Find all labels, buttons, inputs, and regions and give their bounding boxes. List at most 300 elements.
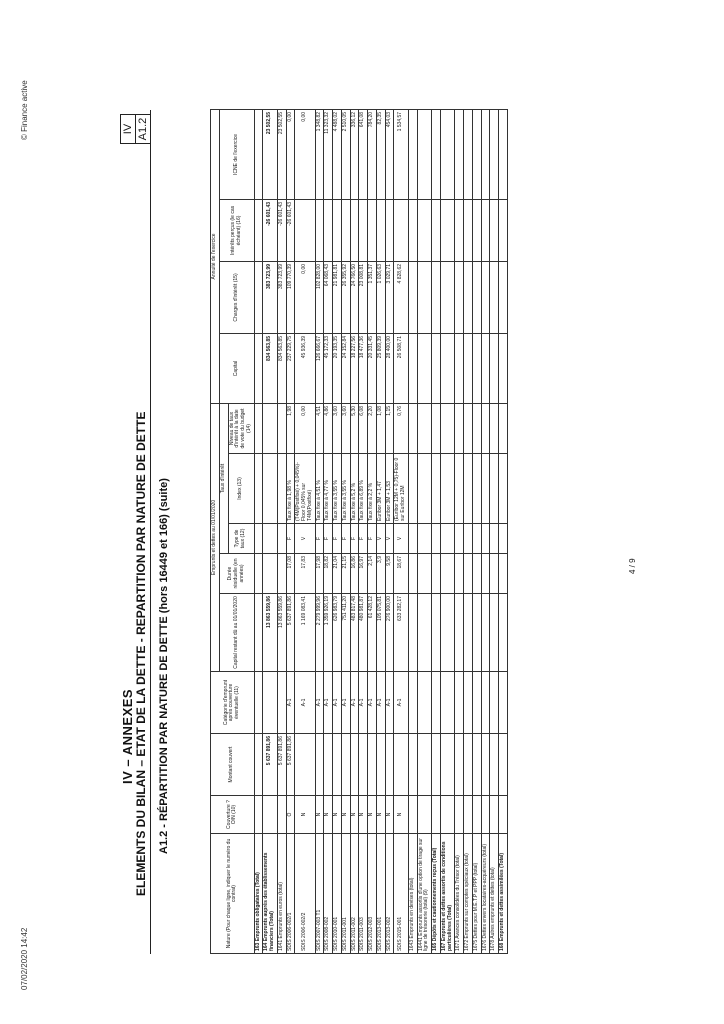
cell-capital xyxy=(499,333,508,403)
cell-type xyxy=(490,524,499,554)
cell-charges xyxy=(440,261,455,333)
cell-couverture xyxy=(432,796,441,834)
cell-duree xyxy=(432,554,441,594)
cell-index: Taux fixe à 3,55 % xyxy=(333,454,342,524)
cell-capital: 237 229,75 xyxy=(286,333,295,403)
cell-index xyxy=(490,454,499,524)
cell-capital xyxy=(472,333,481,403)
table-row xyxy=(490,109,499,953)
cell-categorie xyxy=(440,672,455,734)
cell-charges xyxy=(464,261,473,333)
cell-duree: 16,86 xyxy=(350,554,359,594)
cell-capital: 45 936,39 xyxy=(295,333,315,403)
cell-capital-restant: 633 282,17 xyxy=(394,594,409,672)
cell-couverture xyxy=(417,796,432,834)
cell-couverture xyxy=(490,796,499,834)
table-row xyxy=(417,109,432,953)
cell-couverture: N xyxy=(341,796,350,834)
cell-interets: -26 601,43 xyxy=(286,199,295,261)
page-title: IV – ANNEXES xyxy=(120,688,135,784)
cell-type xyxy=(417,524,432,554)
cell-nature: 1675 Dettes pour M.E.T.P et PPP (total) xyxy=(472,834,481,954)
cell-icne xyxy=(440,109,455,199)
cell-duree: 17,98 xyxy=(315,554,324,594)
cell-capital xyxy=(455,333,464,403)
cell-interets xyxy=(499,199,508,261)
cell-duree: 21,04 xyxy=(333,554,342,594)
cell-duree: 2,14 xyxy=(368,554,377,594)
cell-montant xyxy=(324,734,333,796)
col-capital-restant-header: Capital restant dû au 01/01/2020 xyxy=(219,594,254,672)
cell-index: Taux fixe à 2,2 % xyxy=(368,454,377,524)
cell-capital xyxy=(490,333,499,403)
cell-duree xyxy=(408,554,417,594)
cell-capital-restant: 61 428,12 xyxy=(368,594,377,672)
cell-icne: 0,00 xyxy=(286,109,295,199)
table-row xyxy=(464,109,473,953)
cell-charges xyxy=(481,261,490,333)
cell-categorie: A-1 xyxy=(324,672,333,734)
cell-nature: 1672 Emprunts sur comptes spéciaux (total) xyxy=(464,834,473,954)
cell-capital-restant xyxy=(408,594,417,672)
cell-duree xyxy=(263,554,278,594)
cell-charges: 21 981,81 xyxy=(333,261,342,333)
cell-index xyxy=(277,454,286,524)
cell-niveau: 0,00 xyxy=(295,403,315,453)
table-row xyxy=(481,109,490,953)
rotated-page xyxy=(120,110,637,954)
cell-icne xyxy=(499,109,508,199)
cell-interets xyxy=(417,199,432,261)
cell-niveau xyxy=(408,403,417,453)
cell-capital: 20 331,45 xyxy=(368,333,377,403)
cell-montant xyxy=(394,734,409,796)
cell-categorie xyxy=(432,672,441,734)
cell-categorie: A-1 xyxy=(341,672,350,734)
cell-icne xyxy=(481,109,490,199)
cell-categorie: A-1 xyxy=(350,672,359,734)
cell-icne xyxy=(464,109,473,199)
cell-duree xyxy=(490,554,499,594)
table-row xyxy=(263,109,278,953)
cell-charges: 64 068,43 xyxy=(324,261,333,333)
cell-type: F xyxy=(350,524,359,554)
cell-icne xyxy=(432,109,441,199)
cell-capital-restant xyxy=(440,594,455,672)
cell-duree xyxy=(499,554,508,594)
page-number: 4 / 9 xyxy=(628,558,637,574)
group-emprunts-header: Emprunts et dettes au 01/01/2020 xyxy=(211,403,220,671)
cell-nature: SDIS 2006-002/1 xyxy=(286,834,295,954)
cell-montant xyxy=(464,734,473,796)
watermark-text: © Finance active xyxy=(20,80,29,140)
cell-icne: 336,12 xyxy=(350,109,359,199)
cell-duree: 17,83 xyxy=(295,554,315,594)
cell-nature: SDIS 2013-001 xyxy=(376,834,385,954)
cell-charges: 109 770,39 xyxy=(286,261,295,333)
cell-duree xyxy=(254,554,263,594)
cell-couverture: N xyxy=(333,796,342,834)
cell-interets xyxy=(315,199,324,261)
cell-capital: 24 152,84 xyxy=(341,333,350,403)
cell-montant xyxy=(499,734,508,796)
cell-nature: SDIS 2008-002 xyxy=(324,834,333,954)
cell-type xyxy=(277,524,286,554)
cell-type: F xyxy=(286,524,295,554)
cell-index xyxy=(263,454,278,524)
cell-index xyxy=(472,454,481,524)
cell-montant xyxy=(408,734,417,796)
cell-icne xyxy=(417,109,432,199)
cell-icne: 23 502,55 xyxy=(277,109,286,199)
cell-charges xyxy=(417,261,432,333)
cell-capital-restant: 1 359 926,19 xyxy=(324,594,333,672)
cell-niveau: 4,86 xyxy=(324,403,333,453)
cell-charges xyxy=(408,261,417,333)
cell-icne: 1 348,82 xyxy=(315,109,324,199)
cell-index: Taux fixe à 5,2 % xyxy=(350,454,359,524)
cell-icne xyxy=(472,109,481,199)
cell-capital-restant xyxy=(490,594,499,672)
cell-niveau xyxy=(254,403,263,453)
cell-niveau: 5,30 xyxy=(350,403,359,453)
cell-duree xyxy=(455,554,464,594)
cell-categorie xyxy=(277,672,286,734)
cell-interets xyxy=(376,199,385,261)
cell-capital: 126 666,67 xyxy=(315,333,324,403)
cell-niveau xyxy=(417,403,432,453)
cell-couverture: N xyxy=(350,796,359,834)
cell-type xyxy=(432,524,441,554)
cell-index xyxy=(481,454,490,524)
cell-couverture xyxy=(408,796,417,834)
cell-capital-restant: 105 075,81 xyxy=(376,594,385,672)
cell-capital: 28 400,00 xyxy=(385,333,394,403)
cell-index: Taux fixe à 1,98 % xyxy=(286,454,295,524)
cell-type xyxy=(254,524,263,554)
cell-couverture: O xyxy=(286,796,295,834)
cell-index xyxy=(464,454,473,524)
cell-index: Euribor 3M + 1,47 xyxy=(376,454,385,524)
cell-categorie: A-1 xyxy=(315,672,324,734)
cell-index xyxy=(440,454,455,524)
table-row xyxy=(499,109,508,953)
cell-duree: 18,82 xyxy=(324,554,333,594)
cell-couverture: N xyxy=(359,796,368,834)
cell-montant xyxy=(341,734,350,796)
cell-icne: 82,35 xyxy=(376,109,385,199)
header-rule xyxy=(150,110,151,954)
cell-nature: 165 Dépôts et cautionnements reçus (Total) xyxy=(432,834,441,954)
cell-charges: 4 828,62 xyxy=(394,261,409,333)
cell-index: Taux fixe à 4,51 % xyxy=(315,454,324,524)
table-row xyxy=(440,109,455,953)
cell-interets xyxy=(472,199,481,261)
cell-capital-restant: 483 817,48 xyxy=(350,594,359,672)
cell-icne: 641,08 xyxy=(359,109,368,199)
section-sub: A1.2 xyxy=(137,117,149,141)
cell-charges: 26 355,92 xyxy=(341,261,350,333)
cell-index: Taux fixe à 3,55 % xyxy=(341,454,350,524)
cell-montant xyxy=(254,734,263,796)
group-taux-header: Taux d'intérêt xyxy=(219,403,228,553)
cell-capital xyxy=(464,333,473,403)
cell-duree: 3,9 xyxy=(376,554,385,594)
table-row xyxy=(341,109,350,953)
cell-niveau: 3,60 xyxy=(333,403,342,453)
cell-niveau xyxy=(440,403,455,453)
cell-interets: -26 601,43 xyxy=(277,199,286,261)
cell-interets xyxy=(408,199,417,261)
cell-icne: 784,20 xyxy=(368,109,377,199)
cell-index xyxy=(417,454,432,524)
cell-index xyxy=(432,454,441,524)
cell-duree xyxy=(481,554,490,594)
cell-icne: 454,03 xyxy=(385,109,394,199)
debt-table xyxy=(210,109,508,954)
cell-capital-restant: 13 863 559,86 xyxy=(263,594,278,672)
cell-icne: 11 323,32 xyxy=(324,109,333,199)
cell-niveau xyxy=(277,403,286,453)
cell-type: V xyxy=(295,524,315,554)
cell-charges: 1 351,37 xyxy=(368,261,377,333)
cell-niveau xyxy=(263,403,278,453)
cell-interets xyxy=(385,199,394,261)
cell-capital: 25 809,39 xyxy=(376,333,385,403)
cell-montant xyxy=(368,734,377,796)
cell-capital-restant xyxy=(499,594,508,672)
cell-duree: 16,97 xyxy=(359,554,368,594)
cell-nature: 167 Emprunts et dettes assortis de conditions particulières (Total) xyxy=(440,834,455,954)
cell-couverture xyxy=(455,796,464,834)
cell-interets xyxy=(368,199,377,261)
cell-montant xyxy=(417,734,432,796)
table-row xyxy=(385,109,394,953)
cell-duree: 18,67 xyxy=(394,554,409,594)
cell-categorie xyxy=(490,672,499,734)
cell-capital xyxy=(440,333,455,403)
table-row xyxy=(295,109,315,953)
cell-niveau xyxy=(472,403,481,453)
cell-capital-restant: 480 981,87 xyxy=(359,594,368,672)
cell-niveau: 1,98 xyxy=(286,403,295,453)
cell-niveau: 3,60 xyxy=(341,403,350,453)
cell-couverture: N xyxy=(385,796,394,834)
cell-montant xyxy=(315,734,324,796)
col-couverture-header: Couverture ? O/N (10) xyxy=(211,796,255,834)
cell-index: Euribor 3M + 1,53 xyxy=(385,454,394,524)
cell-capital-restant: 13 863 559,86 xyxy=(277,594,286,672)
cell-nature: SDIS 2007-003 T1 xyxy=(315,834,324,954)
cell-montant: 5 637 891,86 xyxy=(277,734,286,796)
cell-interets xyxy=(341,199,350,261)
cell-capital: 834 563,85 xyxy=(263,333,278,403)
table-row xyxy=(408,109,417,953)
cell-niveau: 0,76 xyxy=(394,403,409,453)
cell-couverture xyxy=(440,796,455,834)
table-row xyxy=(394,109,409,953)
cell-interets xyxy=(295,199,315,261)
cell-niveau: 2,20 xyxy=(368,403,377,453)
cell-couverture: N xyxy=(368,796,377,834)
cell-duree xyxy=(277,554,286,594)
cell-montant xyxy=(481,734,490,796)
cell-nature: SDIS 2010-001 xyxy=(333,834,342,954)
cell-charges: 383 723,99 xyxy=(277,261,286,333)
cell-capital-restant xyxy=(455,594,464,672)
cell-charges: 0,00 xyxy=(295,261,315,333)
cell-categorie: A-1 xyxy=(368,672,377,734)
cell-index: (T4M(Postfixé) + 0,045%)-Floor 0,045% sur T4M(Postfixé) xyxy=(295,454,315,524)
cell-capital-restant: 2 279 999,96 xyxy=(315,594,324,672)
cell-duree: 21,15 xyxy=(341,554,350,594)
cell-type: V xyxy=(376,524,385,554)
cell-nature: SDIS 2015-001 xyxy=(394,834,409,954)
cell-niveau xyxy=(481,403,490,453)
cell-interets xyxy=(333,199,342,261)
cell-nature: SDIS 2011-003 xyxy=(359,834,368,954)
cell-niveau xyxy=(464,403,473,453)
col-icne-header: ICNE de l'exercice xyxy=(219,109,254,199)
cell-capital-restant: 276 900,00 xyxy=(385,594,394,672)
cell-couverture: N xyxy=(376,796,385,834)
cell-type xyxy=(440,524,455,554)
cell-montant: 5 637 891,86 xyxy=(286,734,295,796)
cell-charges xyxy=(455,261,464,333)
page-subtitle: ELEMENTS DU BILAN – ETAT DE LA DETTE - REPARTITION PAR NATURE DE DETTE xyxy=(134,411,148,896)
cell-categorie xyxy=(472,672,481,734)
cell-interets xyxy=(359,199,368,261)
cell-capital xyxy=(254,333,263,403)
cell-charges xyxy=(432,261,441,333)
cell-niveau xyxy=(455,403,464,453)
cell-montant xyxy=(295,734,315,796)
table-row xyxy=(350,109,359,953)
cell-interets xyxy=(254,199,263,261)
cell-nature: 16441 Emprunts assortis d'une option de tirage sur ligne de trésorerie (total) (9) xyxy=(417,834,432,954)
cell-capital-restant xyxy=(417,594,432,672)
cell-couverture: N xyxy=(394,796,409,834)
cell-nature: 1641 Emprunts en euros (total) xyxy=(277,834,286,954)
cell-capital-restant xyxy=(254,594,263,672)
cell-couverture: N xyxy=(295,796,315,834)
table-row xyxy=(254,109,263,953)
col-interets-header: Intérêts perçus (le cas échéant) (16) xyxy=(219,199,254,261)
cell-niveau xyxy=(490,403,499,453)
cell-icne: 23 502,55 xyxy=(263,109,278,199)
cell-niveau xyxy=(432,403,441,453)
col-niveau-header: Niveau de taux d'intérêt à la date de vote du budget (14) xyxy=(228,403,254,453)
cell-index xyxy=(499,454,508,524)
cell-type: F xyxy=(324,524,333,554)
cell-nature: SDIS 2012-003 xyxy=(368,834,377,954)
cell-interets: -26 601,43 xyxy=(263,199,278,261)
cell-montant xyxy=(359,734,368,796)
cell-capital xyxy=(408,333,417,403)
cell-icne xyxy=(408,109,417,199)
cell-categorie xyxy=(455,672,464,734)
cell-duree: 9,58 xyxy=(385,554,394,594)
cell-charges: 383 723,99 xyxy=(263,261,278,333)
table-row xyxy=(286,109,295,953)
cell-nature: 1676 Dettes envers locataires-acquéreurs (total) xyxy=(481,834,490,954)
cell-montant xyxy=(385,734,394,796)
cell-icne xyxy=(455,109,464,199)
cell-index xyxy=(455,454,464,524)
cell-categorie: A-1 xyxy=(333,672,342,734)
cell-montant xyxy=(490,734,499,796)
cell-type xyxy=(464,524,473,554)
cell-interets xyxy=(432,199,441,261)
cell-interets xyxy=(440,199,455,261)
cell-montant xyxy=(376,734,385,796)
cell-icne: 0,00 xyxy=(295,109,315,199)
cell-charges: 3 029,71 xyxy=(385,261,394,333)
cell-charges xyxy=(499,261,508,333)
cell-capital-restant: 626 983,79 xyxy=(333,594,342,672)
cell-type: F xyxy=(359,524,368,554)
cell-type xyxy=(408,524,417,554)
cell-montant xyxy=(440,734,455,796)
cell-index xyxy=(254,454,263,524)
print-date: 07/02/2020 14:42 xyxy=(20,927,29,990)
table-row xyxy=(324,109,333,953)
cell-nature: 1678 Autres emprunts et dettes (total) xyxy=(490,834,499,954)
cell-couverture xyxy=(481,796,490,834)
cell-interets xyxy=(324,199,333,261)
cell-categorie xyxy=(408,672,417,734)
cell-interets xyxy=(394,199,409,261)
cell-categorie xyxy=(464,672,473,734)
cell-charges: 1 026,63 xyxy=(376,261,385,333)
col-montant-header: Montant couvert xyxy=(211,734,255,796)
cell-index: (Euribor 12M + 0,75)-Floor 0 sur Euribor 12M xyxy=(394,454,409,524)
cell-montant xyxy=(455,734,464,796)
cell-categorie xyxy=(417,672,432,734)
cell-type: V xyxy=(394,524,409,554)
cell-icne xyxy=(490,109,499,199)
table-row xyxy=(277,109,286,953)
cell-charges xyxy=(490,261,499,333)
cell-duree xyxy=(464,554,473,594)
cell-icne: 1 534,57 xyxy=(394,109,409,199)
table-row xyxy=(472,109,481,953)
table-row xyxy=(333,109,342,953)
group-annuite-header: Annuité de l'exercice xyxy=(211,109,220,403)
cell-categorie: A-1 xyxy=(376,672,385,734)
cell-capital-restant xyxy=(472,594,481,672)
cell-capital-restant: 5 637 891,86 xyxy=(286,594,295,672)
cell-type xyxy=(455,524,464,554)
cell-categorie: A-1 xyxy=(359,672,368,734)
cell-niveau: 1,15 xyxy=(385,403,394,453)
table-row xyxy=(359,109,368,953)
cell-categorie: A-1 xyxy=(295,672,315,734)
cell-couverture xyxy=(254,796,263,834)
table-row xyxy=(315,109,324,953)
cell-duree: 17,08 xyxy=(286,554,295,594)
cell-nature: 164 Emprunts auprès des établissements financiers (Total) xyxy=(263,834,278,954)
cell-charges: 102 828,00 xyxy=(315,261,324,333)
cell-capital xyxy=(432,333,441,403)
cell-icne xyxy=(254,109,263,199)
cell-couverture: N xyxy=(315,796,324,834)
cell-categorie xyxy=(481,672,490,734)
cell-interets xyxy=(455,199,464,261)
cell-capital xyxy=(417,333,432,403)
cell-icne: 2 510,05 xyxy=(341,109,350,199)
cell-couverture xyxy=(277,796,286,834)
